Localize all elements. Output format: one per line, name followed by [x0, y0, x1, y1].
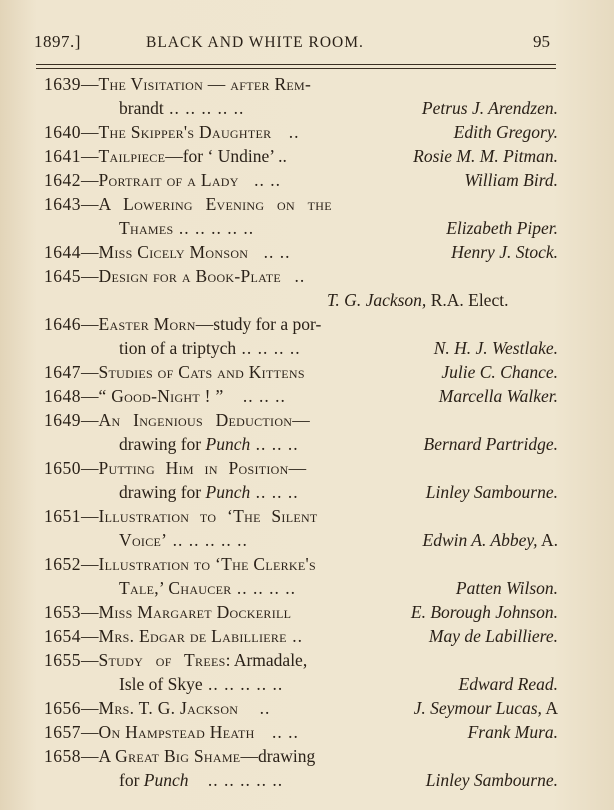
entry-title: Miss Margaret Dockerill: [98, 602, 292, 622]
entry-number: 1639: [44, 74, 81, 94]
artist-rank: A.: [537, 530, 558, 550]
entry-title: The Skipper's Daughter: [98, 122, 272, 142]
catalogue-entry: 1653—Miss Margaret Dockerill E. Borough Johnson.: [44, 602, 558, 622]
leader-dots: .. .. ..: [250, 482, 299, 502]
entry-title: Easter Morn: [98, 314, 196, 334]
catalogue-entry: 1642—Portrait of a Lady .. .. William Bird.: [44, 170, 558, 190]
entry-number: 1651: [44, 506, 81, 526]
entry-title-cont: for: [119, 770, 144, 790]
artist-name: J. Seymour Lucas,: [413, 698, 542, 718]
catalogue-entry: 1646—Easter Morn—study for a por- tion of a triptych .. .. .. .. N. H. J. Westlake.: [44, 314, 558, 358]
catalogue-entry: 1651—Illustration to ‘The Silent Voice’ .. .. .. .. .. Edwin A. Abbey, A.: [44, 506, 558, 550]
leader-dots: .. .. .. .. ..: [167, 530, 248, 550]
entry-artist: [327, 288, 508, 312]
entry-title: “ Good-Night ! ”: [98, 386, 224, 406]
leader-dots: .. .. .. .. ..: [202, 770, 284, 790]
entry-title-rest: —drawing: [240, 746, 316, 766]
entry-title: On Hampstead Heath: [98, 722, 255, 742]
entry-title-rest: —for ‘ Undine’ ..: [165, 146, 287, 166]
catalogue-entry: 1657—On Hampstead Heath .. .. Frank Mura.: [44, 722, 558, 742]
publication-name: Punch: [205, 482, 251, 502]
entry-number: 1648: [44, 386, 81, 406]
entry-artist: Frank Mura.: [467, 722, 558, 742]
entry-number: 1646: [44, 314, 81, 334]
entry-title: Design for a Book-Plate: [98, 266, 282, 286]
entry-number: 1647: [44, 362, 81, 382]
entry-artist: [414, 696, 558, 720]
entry-number: 1650: [44, 458, 81, 478]
entry-number: 1644: [44, 242, 81, 262]
entry-title-cont: Thames: [119, 218, 174, 238]
entry-number: 1642: [44, 170, 81, 190]
leader-dots: .. .. .. .. ..: [163, 98, 245, 118]
entry-title-cont: tion of a triptych: [119, 338, 237, 358]
entry-artist: Petrus J. Arendzen.: [421, 98, 558, 118]
entry-title: An Ingenious Deduction—: [98, 410, 311, 430]
entry-title: Tailpiece: [98, 146, 166, 166]
entry-title: Illustration to ‘The Silent: [98, 506, 318, 526]
publication-name: Punch: [205, 434, 251, 454]
catalogue-entry: 1649—An Ingenious Deduction— drawing for Punch .. .. .. Bernard Partridge.: [44, 410, 558, 454]
entry-title-cont: drawing for: [119, 482, 206, 502]
entry-title: Mrs. Edgar de Labilliere: [98, 626, 287, 646]
entry-artist: Marcella Walker.: [438, 386, 558, 406]
entry-number: 1649: [44, 410, 81, 430]
entry-artist: Henry J. Stock.: [451, 242, 558, 262]
entry-artist: Elizabeth Piper.: [446, 218, 558, 238]
leader-dots: ..: [283, 122, 300, 142]
catalogue-entry: 1647—Studies of Cats and Kittens Julie C. Chance.: [44, 362, 558, 382]
entry-number: 1654: [44, 626, 81, 646]
catalogue-entry: 1655—Study of Trees: Armadale, Isle of Skye .. .. .. .. .. Edward Read.: [44, 650, 558, 694]
leader-dots: .. .. .. ..: [236, 338, 301, 358]
leader-dots: ..: [254, 698, 271, 718]
entry-number: 1643: [44, 194, 81, 214]
entry-number: 1640: [44, 122, 81, 142]
entry-title-cont: Tale,’ Chaucer: [119, 578, 232, 598]
leader-dots: .. ..: [248, 170, 281, 190]
header-rule-bottom: [36, 68, 556, 69]
leader-dots: .. ..: [266, 722, 299, 742]
catalogue-entry: 1650—Putting Him in Position— drawing for Punch .. .. .. Linley Sambourne.: [44, 458, 558, 502]
entry-title-cont: Isle of Skye: [119, 674, 203, 694]
entry-artist: Edith Gregory.: [453, 122, 558, 142]
entry-artist: Patten Wilson.: [455, 578, 558, 598]
entry-title-cont: drawing for: [119, 434, 206, 454]
entry-title: Illustration to ‘The Clerke's: [98, 554, 316, 574]
catalogue-entry: 1639—The Visitation — after Rem- brandt .. .. .. .. .. Petrus J. Arendzen.: [44, 74, 558, 118]
entry-number: 1645: [44, 266, 81, 286]
catalogue-list: [44, 72, 564, 792]
page-number: 95: [533, 32, 550, 51]
publication-name: Punch: [143, 770, 189, 790]
catalogue-entry: 1645—Design for a Book-Plate .. T. G. Jackson, R.A. Elect.: [44, 266, 509, 310]
entry-title: A Great Big Shame: [98, 746, 241, 766]
leader-dots: .. .. ..: [237, 386, 286, 406]
entry-number: 1657: [44, 722, 81, 742]
catalogue-entry: 1654—Mrs. Edgar de Labilliere .. May de Labilliere.: [44, 626, 558, 646]
entry-artist: E. Borough Johnson.: [410, 602, 558, 622]
entry-artist: William Bird.: [464, 170, 558, 190]
entry-number: 1641: [44, 146, 81, 166]
artist-name: T. G. Jackson,: [327, 290, 427, 310]
entry-artist: Bernard Partridge.: [423, 434, 558, 454]
running-header: [34, 32, 550, 60]
artist-rank: A: [541, 698, 558, 718]
entry-number: 1652: [44, 554, 81, 574]
entry-title: Putting Him in Position—: [98, 458, 307, 478]
entry-title: Studies of Cats and Kittens: [98, 362, 305, 382]
artist-rank: R.A. Elect.: [426, 290, 509, 310]
entry-artist: May de Labilliere.: [428, 626, 558, 646]
entry-title-rest: : Armadale,: [225, 650, 308, 670]
entry-title-cont: brandt: [119, 98, 164, 118]
header-year: 1897.]: [34, 32, 81, 51]
entry-artist: Rosie M. M. Pitman.: [413, 146, 558, 166]
catalogue-entry: 1641—Tailpiece—for ‘ Undine’ .. Rosie M. M. Pitman.: [44, 146, 558, 166]
leader-dots: .. ..: [258, 242, 291, 262]
catalogue-entry: 1652—Illustration to ‘The Clerke's Tale,’ Chaucer .. .. .. .. Patten Wilson.: [44, 554, 558, 598]
entry-artist: [423, 528, 558, 552]
entry-title: Study of Trees: [98, 650, 226, 670]
catalogue-entry: 1658—A Great Big Shame—drawing for Punch .. .. .. .. .. Linley Sambourne.: [44, 746, 558, 790]
entry-artist: Julie C. Chance.: [441, 362, 558, 382]
leader-dots: .. .. .. ..: [231, 578, 297, 598]
entry-artist: N. H. J. Westlake.: [433, 338, 558, 358]
entry-title: Portrait of a Lady: [98, 170, 239, 190]
catalogue-entry: 1644—Miss Cicely Monson .. .. Henry J. Stock.: [44, 242, 558, 262]
catalogue-entry: 1640—The Skipper's Daughter .. Edith Gregory.: [44, 122, 558, 142]
entry-title-cont: Voice’: [119, 530, 168, 550]
catalogue-entry: 1648—“ Good-Night ! ” .. .. .. Marcella Walker.: [44, 386, 558, 406]
entry-artist: Edward Read.: [458, 674, 558, 694]
header-rule-top: [36, 64, 556, 65]
entry-number: 1656: [44, 698, 81, 718]
header-title: BLACK AND WHITE ROOM.: [146, 34, 364, 51]
artist-name: Edwin A. Abbey,: [422, 530, 538, 550]
entry-artist: Linley Sambourne.: [425, 482, 558, 502]
entry-title: Mrs. T. G. Jackson: [98, 698, 239, 718]
entry-artist: Linley Sambourne.: [425, 770, 558, 790]
entry-title-rest: —study for a por-: [195, 314, 322, 334]
entry-number: 1658: [44, 746, 81, 766]
entry-number: 1655: [44, 650, 81, 670]
leader-dots: ..: [289, 266, 306, 286]
leader-dots: .. .. .. .. ..: [173, 218, 255, 238]
entry-title: Miss Cicely Monson: [98, 242, 249, 262]
leader-dots: ..: [286, 626, 303, 646]
leader-dots: .. .. ..: [250, 434, 299, 454]
catalogue-entry: 1656—Mrs. T. G. Jackson .. J. Seymour Lucas, A: [44, 698, 558, 718]
leader-dots: .. .. .. .. ..: [202, 674, 284, 694]
entry-number: 1653: [44, 602, 81, 622]
entry-title: The Visitation — after Rem-: [98, 74, 312, 94]
entry-title: A Lowering Evening on the: [98, 194, 332, 214]
catalogue-entry: 1643—A Lowering Evening on the Thames .. .. .. .. .. Elizabeth Piper.: [44, 194, 558, 238]
